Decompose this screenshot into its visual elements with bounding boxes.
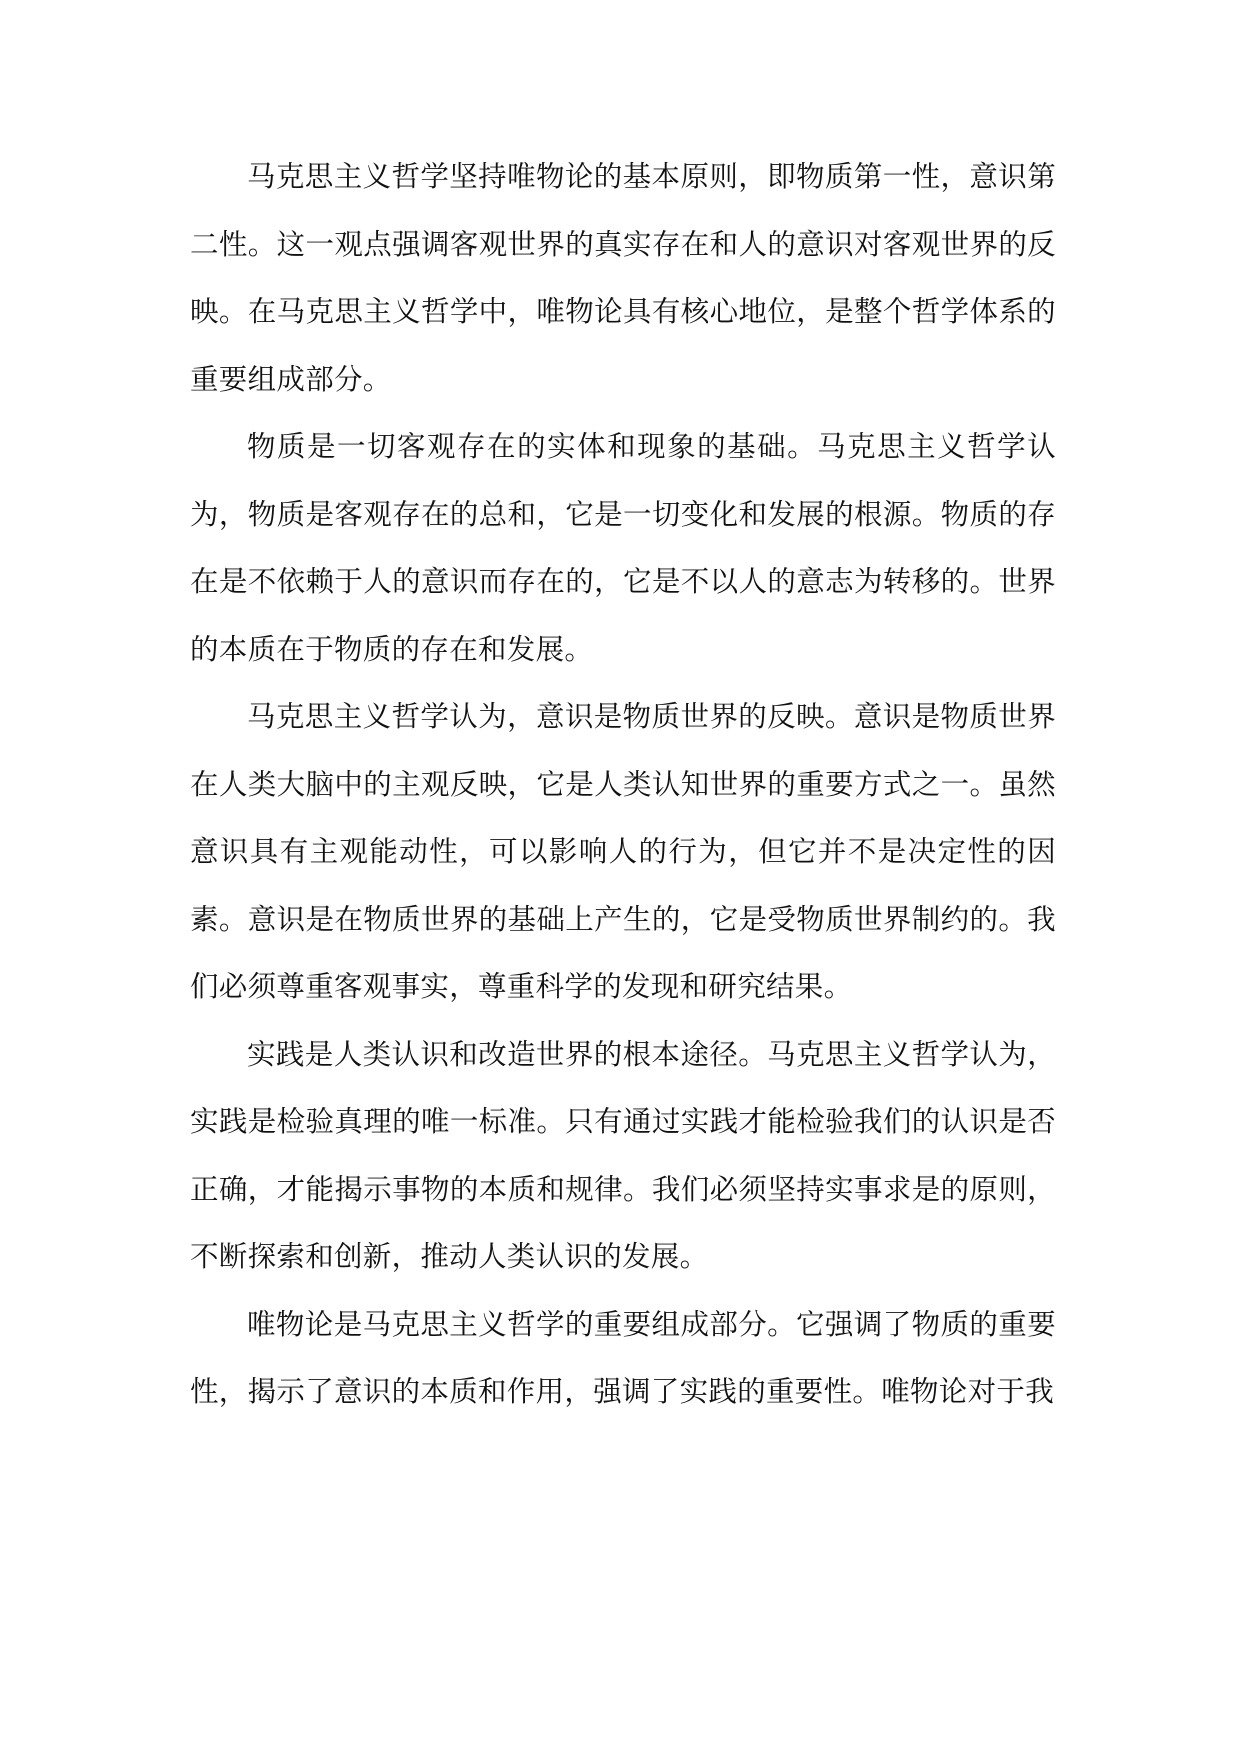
paragraph-1: 马克思主义哲学坚持唯物论的基本原则，即物质第一性，意识第二性。这一观点强调客观世界的真实存在和人的意识对客观世界的反映。在马克思主义哲学中，唯物论具有核心地位，是整个哲学体系的重要组成部分。 [190,160,1056,396]
document-body [190,143,1056,1426]
paragraph-5: 唯物论是马克思主义哲学的重要组成部分。它强调了物质的重要性，揭示了意识的本质和作用，强调了实践的重要性。唯物论对于我 [190,1307,1056,1408]
paragraph-4: 实践是人类认识和改造世界的根本途径。马克思主义哲学认为，实践是检验真理的唯一标准。只有通过实践才能检验我们的认识是否正确，才能揭示事物的本质和规律。我们必须坚持实事求是的原则，不断探索和创新，推动人类认识的发展。 [190,1037,1056,1273]
paragraph-2: 物质是一切客观存在的实体和现象的基础。马克思主义哲学认为，物质是客观存在的总和，它是一切变化和发展的根源。物质的存在是不依赖于人的意识而存在的，它是不以人的意志为转移的。世界的本质在于物质的存在和发展。 [190,430,1056,666]
paragraph-3: 马克思主义哲学认为，意识是物质世界的反映。意识是物质世界在人类大脑中的主观反映，它是人类认知世界的重要方式之一。虽然意识具有主观能动性，可以影响人的行为，但它并不是决定性的因素。意识是在物质世界的基础上产生的，它是受物质世界制约的。我们必须尊重客观事实，尊重科学的发现和研究结果。 [190,700,1056,1003]
